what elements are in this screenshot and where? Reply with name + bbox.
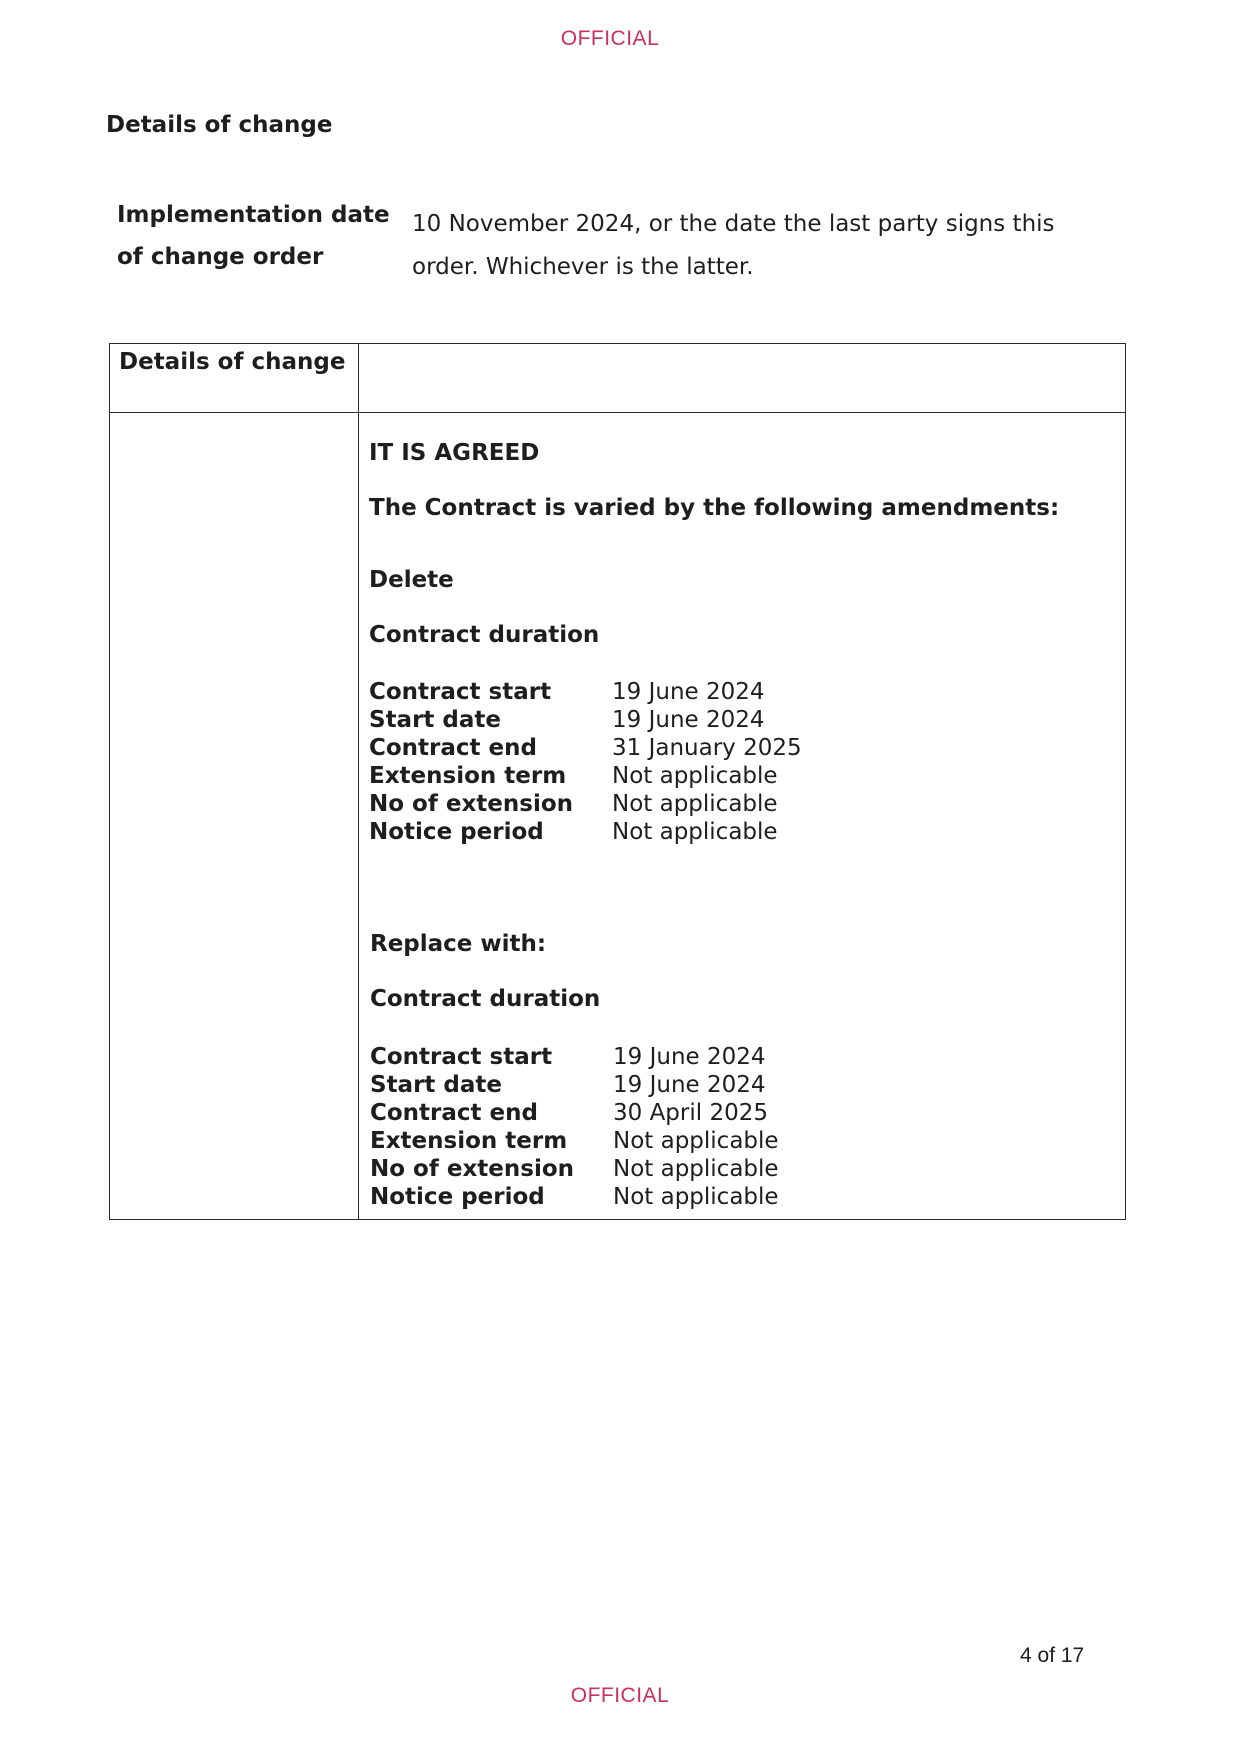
implementation-date-label	[117, 194, 407, 278]
term-key: Extension term	[369, 763, 567, 789]
term-value: 30 April 2025	[613, 1100, 768, 1126]
implementation-label-line1: Implementation date	[117, 202, 390, 228]
term-row	[369, 734, 802, 762]
term-value: Not applicable	[613, 1156, 779, 1182]
term-key: Contract end	[370, 1100, 538, 1126]
term-value: 19 June 2024	[613, 1072, 766, 1098]
term-value: 31 January 2025	[612, 735, 802, 761]
term-row	[370, 1127, 779, 1155]
delete-label: Delete	[369, 567, 454, 593]
term-row	[370, 1155, 779, 1183]
details-of-change-table	[109, 343, 1126, 1220]
term-row	[370, 1071, 779, 1099]
term-value: 19 June 2024	[612, 707, 765, 733]
term-key: No of extension	[370, 1156, 575, 1182]
term-value: 19 June 2024	[612, 679, 765, 705]
table-row-divider	[110, 412, 1125, 413]
implementation-label-line2: of change order	[117, 244, 324, 270]
term-value: Not applicable	[613, 1128, 779, 1154]
term-row	[369, 818, 802, 846]
table-header-label: Details of change	[119, 349, 346, 375]
term-value: Not applicable	[612, 763, 778, 789]
implementation-date-value	[412, 203, 1072, 289]
replace-with-label: Replace with:	[370, 931, 547, 957]
term-value: 19 June 2024	[613, 1044, 766, 1070]
term-row	[370, 1099, 779, 1127]
term-value: Not applicable	[612, 791, 778, 817]
term-key: Start date	[369, 707, 502, 733]
delete-terms-list	[369, 678, 802, 846]
term-row	[369, 678, 802, 706]
page-number: 4 of 17	[1020, 1644, 1085, 1667]
contract-varied-statement: The Contract is varied by the following amendments:	[369, 495, 1060, 521]
implementation-value-line2: order. Whichever is the latter.	[412, 254, 754, 280]
term-key: Contract start	[369, 679, 552, 705]
delete-contract-duration-heading: Contract duration	[369, 622, 600, 648]
security-marking-top: OFFICIAL	[560, 27, 660, 50]
term-row	[370, 1043, 779, 1071]
section-heading: Details of change	[106, 112, 333, 138]
term-key: Contract end	[369, 735, 537, 761]
security-marking-bottom: OFFICIAL	[570, 1684, 670, 1707]
it-is-agreed: IT IS AGREED	[369, 440, 540, 466]
term-key: Contract start	[370, 1044, 553, 1070]
term-key: Notice period	[370, 1184, 545, 1210]
term-row	[369, 762, 802, 790]
term-row	[369, 706, 802, 734]
term-key: No of extension	[369, 791, 574, 817]
term-row	[369, 790, 802, 818]
term-key: Extension term	[370, 1128, 568, 1154]
term-row	[370, 1183, 779, 1211]
term-key: Notice period	[369, 819, 544, 845]
replace-contract-duration-heading: Contract duration	[370, 986, 601, 1012]
term-key: Start date	[370, 1072, 503, 1098]
implementation-value-line1: 10 November 2024, or the date the last party signs this	[412, 211, 1055, 237]
term-value: Not applicable	[613, 1184, 779, 1210]
table-column-divider	[358, 344, 359, 1219]
term-value: Not applicable	[612, 819, 778, 845]
replace-terms-list	[370, 1043, 779, 1211]
